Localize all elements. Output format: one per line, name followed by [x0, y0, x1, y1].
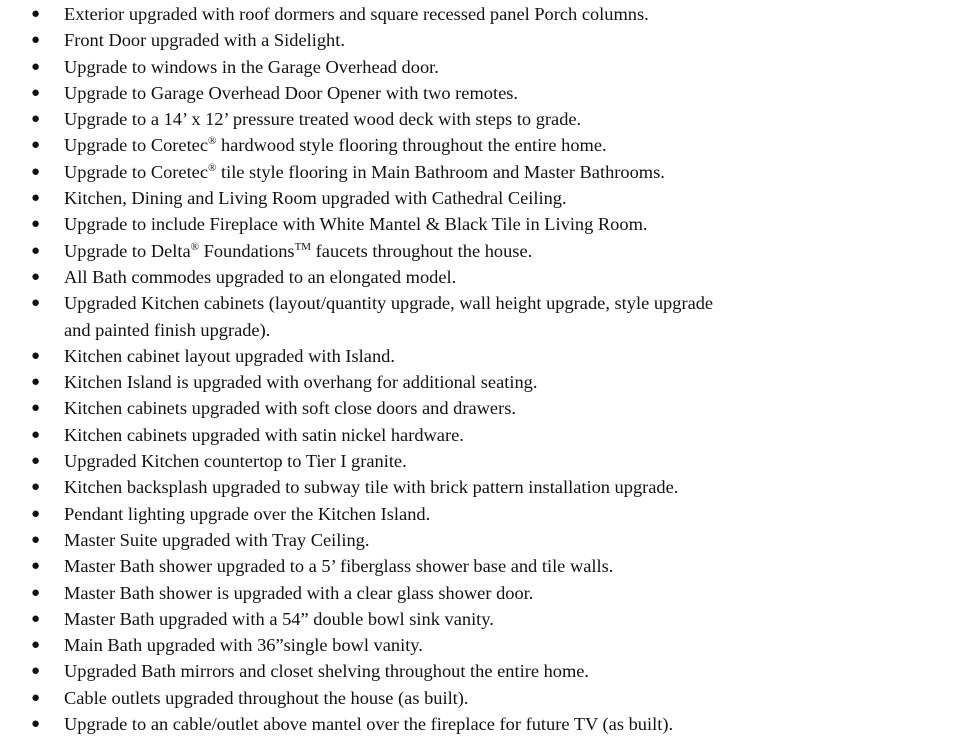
- bullet-icon: ●: [31, 610, 41, 627]
- bullet-icon: ●: [31, 663, 41, 680]
- bullet-icon: ●: [31, 689, 41, 706]
- bullet-icon: ●: [31, 242, 41, 259]
- list-item: ● Upgrade to Coretec® hardwood style flooring throughout the entire home.: [0, 132, 960, 158]
- list-item: ● Upgrade to Delta® Foundations™ faucets throughout the house.: [0, 238, 960, 264]
- list-item: ● Pendant lighting upgrade over the Kitchen Island.: [0, 501, 960, 527]
- list-item: ● Upgrade to an cable/outlet above mantel over the fireplace for future TV (as built).: [0, 711, 960, 737]
- trademark-mark: TM: [294, 240, 312, 253]
- registered-mark: ®: [208, 161, 217, 174]
- list-item-line: and painted finish upgrade).: [64, 319, 271, 340]
- list-item: ● Upgrade to Garage Overhead Door Opener with two remotes.: [0, 80, 960, 106]
- list-item: ● Cable outlets upgraded throughout the house (as built).: [0, 685, 960, 711]
- bullet-icon: ●: [31, 6, 41, 22]
- list-item: [0, 290, 960, 343]
- list-item: ● Upgrade to windows in the Garage Overhead door.: [0, 54, 960, 80]
- bullet-icon: ●: [31, 479, 41, 496]
- bullet-icon: ●: [31, 84, 41, 101]
- bullet-icon: ●: [31, 58, 41, 75]
- list-item: ● Upgrade to a 14’ x 12’ pressure treated wood deck with steps to grade.: [0, 106, 960, 132]
- list-item: ● Main Bath upgraded with 36”single bowl vanity.: [0, 632, 960, 658]
- list-item: ● Kitchen cabinet layout upgraded with Island.: [0, 343, 960, 369]
- bullet-icon: ●: [31, 505, 41, 522]
- list-item: ● Front Door upgraded with a Sidelight.: [0, 27, 960, 53]
- list-item: ● Upgrade to Coretec® tile style flooring in Main Bathroom and Master Bathrooms.: [0, 159, 960, 185]
- list-item: ● All Bath commodes upgraded to an elongated model.: [0, 264, 960, 290]
- bullet-icon: ●: [31, 347, 41, 364]
- bullet-icon: ●: [31, 531, 41, 548]
- bullet-icon: ●: [31, 268, 41, 285]
- list-item: ● Kitchen, Dining and Living Room upgraded with Cathedral Ceiling.: [0, 185, 960, 211]
- list-item: ● Master Bath shower upgraded to a 5’ fiberglass shower base and tile walls.: [0, 553, 960, 579]
- bullet-icon: ●: [31, 295, 41, 312]
- bullet-icon: ●: [31, 584, 41, 601]
- bullet-icon: ●: [31, 426, 41, 443]
- list-item: ● Kitchen cabinets upgraded with satin nickel hardware.: [0, 422, 960, 448]
- bullet-icon: ●: [31, 190, 41, 207]
- upgrade-list: [0, 1, 960, 737]
- bullet-icon: ●: [31, 163, 41, 180]
- list-item: ● Upgraded Kitchen countertop to Tier I granite.: [0, 448, 960, 474]
- bullet-icon: ●: [31, 111, 41, 128]
- list-item: ● Exterior upgraded with roof dormers and square recessed panel Porch columns.: [0, 1, 960, 27]
- list-item: ● Upgrade to include Fireplace with White Mantel & Black Tile in Living Room.: [0, 211, 960, 237]
- bullet-icon: ●: [31, 400, 41, 417]
- bullet-icon: ●: [31, 374, 41, 391]
- list-item: ● Kitchen backsplash upgraded to subway tile with brick pattern installation upgrade.: [0, 474, 960, 500]
- list-item: ● Master Bath upgraded with a 54” double bowl sink vanity.: [0, 606, 960, 632]
- registered-mark: ®: [208, 135, 217, 148]
- list-item: ● Kitchen Island is upgraded with overhang for additional seating.: [0, 369, 960, 395]
- bullet-icon: ●: [31, 32, 41, 49]
- bullet-icon: ●: [31, 453, 41, 470]
- bullet-icon: ●: [31, 637, 41, 654]
- bullet-icon: ●: [31, 558, 41, 575]
- list-item: ● Master Suite upgraded with Tray Ceiling.: [0, 527, 960, 553]
- list-item: ● Master Bath shower is upgraded with a clear glass shower door.: [0, 580, 960, 606]
- bullet-icon: ●: [31, 716, 41, 733]
- list-item: ● Upgraded Bath mirrors and closet shelving throughout the entire home.: [0, 658, 960, 684]
- registered-mark: ®: [190, 240, 200, 253]
- bullet-icon: ●: [31, 137, 41, 154]
- list-item: ● Kitchen cabinets upgraded with soft close doors and drawers.: [0, 395, 960, 421]
- bullet-icon: ●: [31, 216, 41, 233]
- list-item-line: Upgraded Kitchen cabinets (layout/quantity upgrade, wall height upgrade, style upgrade: [64, 293, 714, 314]
